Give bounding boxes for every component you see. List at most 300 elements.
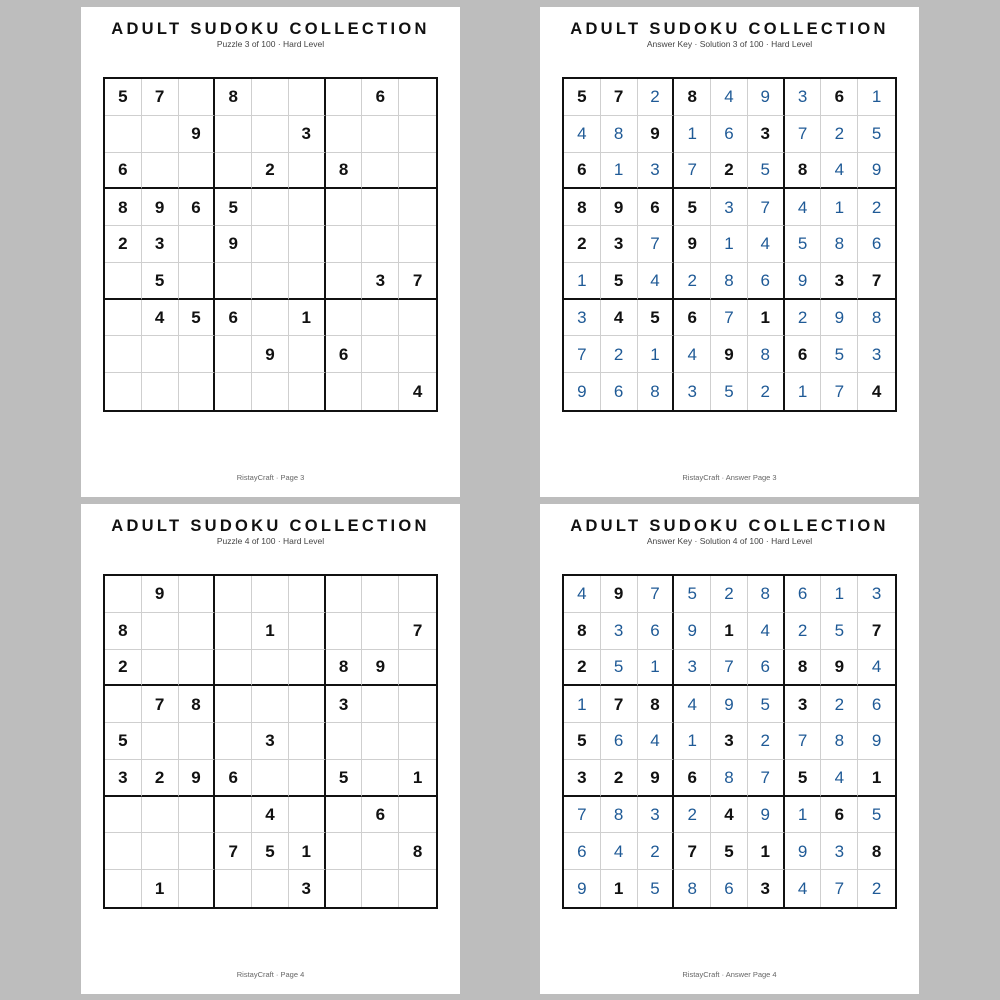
sudoku-cell: [399, 797, 436, 834]
sudoku-cell: 4: [412, 382, 423, 402]
sudoku-cell: [289, 189, 326, 226]
sudoku-cell: 4: [564, 116, 601, 153]
sudoku-grid: [562, 77, 897, 412]
sudoku-cell: 6: [858, 226, 895, 263]
sudoku-cell: [142, 723, 179, 760]
sudoku-cell: 6: [748, 263, 785, 300]
sudoku-cell: 1: [289, 300, 326, 337]
sudoku-cell: 3: [711, 723, 748, 760]
sudoku-cell: 2: [785, 613, 822, 650]
sudoku-cell: 2: [711, 576, 748, 613]
sudoku-cell: 9: [821, 650, 858, 687]
sudoku-cell: 7: [674, 833, 711, 870]
sudoku-cell: 3: [289, 116, 326, 153]
sudoku-cell: 1: [821, 576, 858, 613]
sudoku-cell: [362, 226, 399, 263]
sudoku-cell: 1: [821, 189, 858, 226]
sudoku-cell: 9: [362, 650, 399, 687]
sudoku-cell: 5: [142, 263, 179, 300]
answer-page-3: [540, 7, 919, 497]
sudoku-cell: [105, 833, 142, 870]
sudoku-cell: 8: [785, 650, 822, 687]
sudoku-cell: 2: [105, 226, 142, 263]
sudoku-cell: 5: [858, 116, 895, 153]
sudoku-cell: 8: [748, 576, 785, 613]
sudoku-cell: [289, 153, 326, 190]
sudoku-cell: [179, 263, 216, 300]
sudoku-cell: [362, 300, 399, 337]
sudoku-cell: 7: [215, 833, 252, 870]
sudoku-cell: 8: [105, 613, 142, 650]
sudoku-cell: 2: [142, 760, 179, 797]
sudoku-cell: [252, 300, 289, 337]
sudoku-cell: 2: [105, 650, 142, 687]
sudoku-cell: 2: [601, 760, 638, 797]
sudoku-cell: 9: [674, 226, 711, 263]
sudoku-cell: [142, 373, 179, 410]
sudoku-cell: [105, 797, 142, 834]
sudoku-cell: [252, 116, 289, 153]
sudoku-cell: 8: [601, 797, 638, 834]
sudoku-cell: 5: [105, 723, 142, 760]
sudoku-cell: [399, 116, 436, 153]
sudoku-cell: 3: [785, 79, 822, 116]
sudoku-cell: 2: [711, 153, 748, 190]
sudoku-cell: 9: [564, 373, 601, 410]
sudoku-cell: 9: [858, 153, 895, 190]
sudoku-cell: 1: [674, 116, 711, 153]
sudoku-cell: 6: [674, 760, 711, 797]
sudoku-cell: 9: [748, 79, 785, 116]
sudoku-cell: [105, 870, 142, 907]
sudoku-cell: [252, 226, 289, 263]
sudoku-cell: 1: [858, 79, 895, 116]
sudoku-grid: [103, 77, 438, 412]
sudoku-cell: [179, 650, 216, 687]
sudoku-cell: 6: [105, 153, 142, 190]
sudoku-cell: 1: [711, 613, 748, 650]
sudoku-cell: 6: [748, 650, 785, 687]
sudoku-cell: [362, 613, 399, 650]
sudoku-cell: 8: [638, 373, 675, 410]
sudoku-cell: 8: [858, 300, 895, 337]
sudoku-cell: 2: [674, 263, 711, 300]
sudoku-cell: [326, 576, 363, 613]
sudoku-cell: 4: [601, 300, 638, 337]
sudoku-cell: [142, 153, 179, 190]
sudoku-cell: 9: [564, 870, 601, 907]
sudoku-cell: 1: [399, 760, 436, 797]
sudoku-cell: 9: [785, 263, 822, 300]
sudoku-cell: [326, 797, 363, 834]
sudoku-cell: 8: [399, 833, 436, 870]
sudoku-cell: 6: [858, 686, 895, 723]
sudoku-cell: 2: [674, 797, 711, 834]
sudoku-cell: 2: [748, 373, 785, 410]
sudoku-cell: [142, 833, 179, 870]
sudoku-cell: 5: [564, 79, 601, 116]
sudoku-cell: 7: [564, 797, 601, 834]
sudoku-cell: 2: [871, 879, 882, 899]
sudoku-cell: 6: [711, 116, 748, 153]
sudoku-cell: 3: [748, 116, 785, 153]
sudoku-cell: [179, 336, 216, 373]
sudoku-cell: 5: [215, 189, 252, 226]
sudoku-cell: 4: [601, 833, 638, 870]
sudoku-cell: 8: [821, 226, 858, 263]
sudoku-cell: 4: [142, 300, 179, 337]
sudoku-cell: [399, 723, 436, 760]
sudoku-cell: 3: [142, 226, 179, 263]
sudoku-cell: 3: [638, 797, 675, 834]
page-subtitle: Puzzle 3 of 100 · Hard Level: [216, 39, 325, 49]
page-subtitle: Answer Key · Solution 4 of 100 · Hard Level: [646, 536, 813, 546]
sudoku-cell: 3: [252, 723, 289, 760]
sudoku-cell: 6: [785, 576, 822, 613]
sudoku-cell: 1: [748, 300, 785, 337]
sudoku-cell: 1: [564, 686, 601, 723]
sudoku-cell: 7: [785, 723, 822, 760]
sudoku-cell: 3: [711, 189, 748, 226]
sudoku-cell: 7: [399, 263, 436, 300]
sudoku-cell: 7: [858, 263, 895, 300]
sudoku-cell: [362, 576, 399, 613]
sudoku-cell: 3: [564, 760, 601, 797]
sudoku-cell: 2: [638, 833, 675, 870]
sudoku-cell: 3: [748, 870, 785, 907]
sudoku-cell: 5: [564, 723, 601, 760]
sudoku-cell: 7: [399, 613, 436, 650]
sudoku-cell: 4: [785, 870, 822, 907]
sudoku-cell: 1: [674, 723, 711, 760]
sudoku-cell: 7: [821, 870, 858, 907]
sudoku-cell: 8: [105, 189, 142, 226]
page-footer: RistayCraft · Answer Page 3: [682, 473, 777, 482]
page-subtitle: Answer Key · Solution 3 of 100 · Hard Level: [646, 39, 813, 49]
sudoku-cell: [252, 870, 289, 907]
sudoku-cell: 7: [748, 760, 785, 797]
page-footer: RistayCraft · Page 3: [236, 473, 305, 482]
sudoku-cell: [399, 153, 436, 190]
sudoku-cell: 6: [362, 79, 399, 116]
sudoku-cell: 8: [785, 153, 822, 190]
sudoku-cell: 8: [326, 153, 363, 190]
sudoku-cell: [179, 153, 216, 190]
sudoku-cell: [215, 576, 252, 613]
sudoku-cell: [289, 613, 326, 650]
sudoku-cell: 9: [638, 116, 675, 153]
sudoku-cell: [179, 870, 216, 907]
sudoku-grid: [103, 574, 438, 909]
sudoku-cell: 1: [142, 870, 179, 907]
sudoku-cell: [215, 263, 252, 300]
sudoku-cell: [362, 189, 399, 226]
sudoku-cell: [326, 116, 363, 153]
sudoku-cell: 3: [326, 686, 363, 723]
sudoku-cell: 7: [748, 189, 785, 226]
sudoku-cell: 7: [858, 613, 895, 650]
sudoku-cell: 4: [638, 723, 675, 760]
sudoku-cell: [179, 797, 216, 834]
sudoku-cell: 8: [858, 833, 895, 870]
sudoku-cell: 9: [179, 760, 216, 797]
sudoku-cell: 5: [105, 79, 142, 116]
sudoku-cell: 6: [601, 373, 638, 410]
sudoku-cell: 6: [638, 189, 675, 226]
sudoku-cell: 5: [711, 373, 748, 410]
sudoku-cell: 1: [785, 797, 822, 834]
sudoku-cell: 8: [326, 650, 363, 687]
sudoku-cell: [289, 760, 326, 797]
sudoku-cell: [289, 226, 326, 263]
page-footer: RistayCraft · Answer Page 4: [682, 970, 777, 979]
sudoku-cell: [215, 870, 252, 907]
sudoku-cell: 4: [252, 797, 289, 834]
sudoku-cell: 6: [601, 723, 638, 760]
sudoku-cell: 7: [564, 336, 601, 373]
sudoku-cell: [362, 723, 399, 760]
sudoku-cell: [289, 797, 326, 834]
sudoku-cell: [252, 650, 289, 687]
sudoku-cell: 6: [821, 79, 858, 116]
sudoku-cell: [362, 373, 399, 410]
sudoku-cell: 5: [179, 300, 216, 337]
sudoku-cell: 7: [674, 153, 711, 190]
sudoku-cell: 8: [674, 79, 711, 116]
sudoku-cell: [179, 226, 216, 263]
sudoku-cell: 5: [748, 153, 785, 190]
sudoku-cell: [142, 613, 179, 650]
sudoku-cell: [215, 686, 252, 723]
sudoku-cell: [289, 686, 326, 723]
sudoku-cell: 3: [858, 576, 895, 613]
sudoku-cell: 3: [821, 263, 858, 300]
sudoku-cell: 9: [142, 576, 179, 613]
sudoku-cell: 7: [142, 686, 179, 723]
sudoku-cell: 6: [179, 189, 216, 226]
sudoku-cell: 2: [858, 189, 895, 226]
sudoku-cell: 3: [858, 336, 895, 373]
sudoku-cell: [179, 373, 216, 410]
sudoku-cell: 4: [821, 760, 858, 797]
sudoku-cell: 8: [748, 336, 785, 373]
sudoku-cell: [362, 870, 399, 907]
sudoku-cell: 1: [858, 760, 895, 797]
sudoku-cell: [399, 226, 436, 263]
sudoku-cell: 3: [601, 613, 638, 650]
sudoku-cell: 5: [711, 833, 748, 870]
sudoku-cell: [142, 116, 179, 153]
sudoku-cell: 6: [326, 336, 363, 373]
sudoku-cell: 3: [674, 650, 711, 687]
sudoku-cell: 5: [858, 797, 895, 834]
sudoku-cell: 6: [215, 760, 252, 797]
sudoku-cell: [215, 373, 252, 410]
sudoku-cell: [179, 723, 216, 760]
sudoku-cell: [105, 686, 142, 723]
sudoku-cell: 6: [674, 300, 711, 337]
sudoku-cell: [399, 79, 436, 116]
sudoku-cell: [399, 686, 436, 723]
sudoku-cell: 7: [601, 686, 638, 723]
sudoku-cell: [289, 336, 326, 373]
sudoku-cell: 1: [601, 153, 638, 190]
sudoku-cell: 9: [601, 576, 638, 613]
sudoku-cell: 1: [252, 613, 289, 650]
sudoku-cell: 3: [564, 300, 601, 337]
sudoku-cell: [326, 189, 363, 226]
sudoku-cell: [326, 373, 363, 410]
sudoku-cell: 5: [326, 760, 363, 797]
sudoku-cell: 8: [711, 760, 748, 797]
sudoku-cell: [252, 760, 289, 797]
sudoku-cell: 1: [601, 870, 638, 907]
sudoku-cell: 6: [785, 336, 822, 373]
sudoku-cell: 4: [785, 189, 822, 226]
sudoku-cell: [252, 686, 289, 723]
page-footer: RistayCraft · Page 4: [236, 970, 305, 979]
sudoku-cell: 5: [601, 650, 638, 687]
sudoku-cell: 8: [564, 189, 601, 226]
sudoku-grid: [562, 574, 897, 909]
sudoku-cell: 5: [674, 576, 711, 613]
sudoku-cell: [362, 686, 399, 723]
sudoku-cell: 7: [711, 300, 748, 337]
sudoku-cell: [326, 263, 363, 300]
sudoku-cell: 8: [179, 686, 216, 723]
sudoku-cell: [362, 153, 399, 190]
sudoku-cell: [179, 576, 216, 613]
sudoku-cell: 3: [601, 226, 638, 263]
sudoku-cell: 5: [821, 613, 858, 650]
sudoku-cell: 3: [362, 263, 399, 300]
sudoku-cell: [289, 576, 326, 613]
sudoku-cell: 6: [711, 870, 748, 907]
sudoku-cell: 7: [711, 650, 748, 687]
answer-page-4: [540, 504, 919, 994]
sudoku-cell: [362, 116, 399, 153]
sudoku-cell: [142, 336, 179, 373]
sudoku-cell: [362, 833, 399, 870]
sudoku-cell: 1: [785, 373, 822, 410]
sudoku-cell: 3: [674, 373, 711, 410]
sudoku-cell: 3: [638, 153, 675, 190]
sudoku-cell: [252, 263, 289, 300]
page-title: ADULT SUDOKU COLLECTION: [111, 20, 430, 38]
sudoku-cell: 1: [711, 226, 748, 263]
sudoku-cell: [326, 226, 363, 263]
sudoku-cell: [399, 300, 436, 337]
sudoku-cell: 2: [785, 300, 822, 337]
sudoku-cell: 9: [674, 613, 711, 650]
sudoku-cell: 5: [785, 226, 822, 263]
sudoku-cell: 9: [142, 189, 179, 226]
sudoku-cell: [326, 79, 363, 116]
sudoku-cell: 2: [252, 153, 289, 190]
sudoku-cell: 7: [638, 226, 675, 263]
sudoku-cell: 2: [821, 686, 858, 723]
sudoku-cell: 1: [638, 336, 675, 373]
sudoku-cell: [105, 576, 142, 613]
sudoku-cell: [105, 263, 142, 300]
sudoku-cell: 6: [564, 833, 601, 870]
sudoku-cell: [326, 613, 363, 650]
sudoku-cell: [362, 336, 399, 373]
page-title: ADULT SUDOKU COLLECTION: [111, 517, 430, 535]
sudoku-cell: [215, 650, 252, 687]
sudoku-cell: 9: [748, 797, 785, 834]
sudoku-cell: 8: [674, 870, 711, 907]
sudoku-cell: 6: [821, 797, 858, 834]
sudoku-cell: [326, 870, 363, 907]
sudoku-cell: [326, 300, 363, 337]
sudoku-cell: [252, 576, 289, 613]
sudoku-cell: 2: [564, 650, 601, 687]
sudoku-cell: 3: [785, 686, 822, 723]
sudoku-cell: 2: [821, 116, 858, 153]
sudoku-cell: 6: [362, 797, 399, 834]
sudoku-cell: [289, 263, 326, 300]
sudoku-cell: 6: [638, 613, 675, 650]
sudoku-cell: 5: [252, 833, 289, 870]
sudoku-cell: 4: [638, 263, 675, 300]
sudoku-cell: [289, 373, 326, 410]
sudoku-cell: [252, 189, 289, 226]
sudoku-cell: [399, 336, 436, 373]
sudoku-cell: [252, 373, 289, 410]
sudoku-cell: 4: [871, 382, 882, 402]
sudoku-cell: 7: [785, 116, 822, 153]
sudoku-cell: 5: [638, 300, 675, 337]
sudoku-cell: 1: [748, 833, 785, 870]
sudoku-cell: 9: [601, 189, 638, 226]
sudoku-cell: 9: [711, 336, 748, 373]
sudoku-cell: 4: [748, 226, 785, 263]
sudoku-cell: [399, 576, 436, 613]
sudoku-cell: [289, 79, 326, 116]
sudoku-cell: [215, 613, 252, 650]
sudoku-cell: 8: [711, 263, 748, 300]
sudoku-cell: 3: [821, 833, 858, 870]
page-title: ADULT SUDOKU COLLECTION: [570, 517, 889, 535]
sudoku-cell: 7: [601, 79, 638, 116]
sudoku-cell: [399, 870, 436, 907]
sudoku-cell: [399, 189, 436, 226]
sudoku-cell: [179, 613, 216, 650]
sudoku-cell: 8: [638, 686, 675, 723]
sudoku-cell: 6: [215, 300, 252, 337]
sudoku-cell: 9: [638, 760, 675, 797]
sudoku-cell: [252, 79, 289, 116]
sudoku-cell: 1: [289, 833, 326, 870]
sudoku-cell: [215, 116, 252, 153]
sudoku-cell: [179, 79, 216, 116]
sudoku-cell: 1: [638, 650, 675, 687]
sudoku-cell: 9: [252, 336, 289, 373]
sudoku-cell: 3: [289, 870, 326, 907]
sudoku-cell: 4: [711, 797, 748, 834]
sudoku-cell: [289, 650, 326, 687]
sudoku-cell: 8: [564, 613, 601, 650]
sudoku-cell: 5: [785, 760, 822, 797]
sudoku-cell: 1: [564, 263, 601, 300]
sudoku-cell: [399, 650, 436, 687]
sudoku-cell: [142, 650, 179, 687]
sudoku-cell: [289, 723, 326, 760]
page-title: ADULT SUDOKU COLLECTION: [570, 20, 889, 38]
sudoku-cell: [215, 153, 252, 190]
sudoku-cell: 9: [785, 833, 822, 870]
